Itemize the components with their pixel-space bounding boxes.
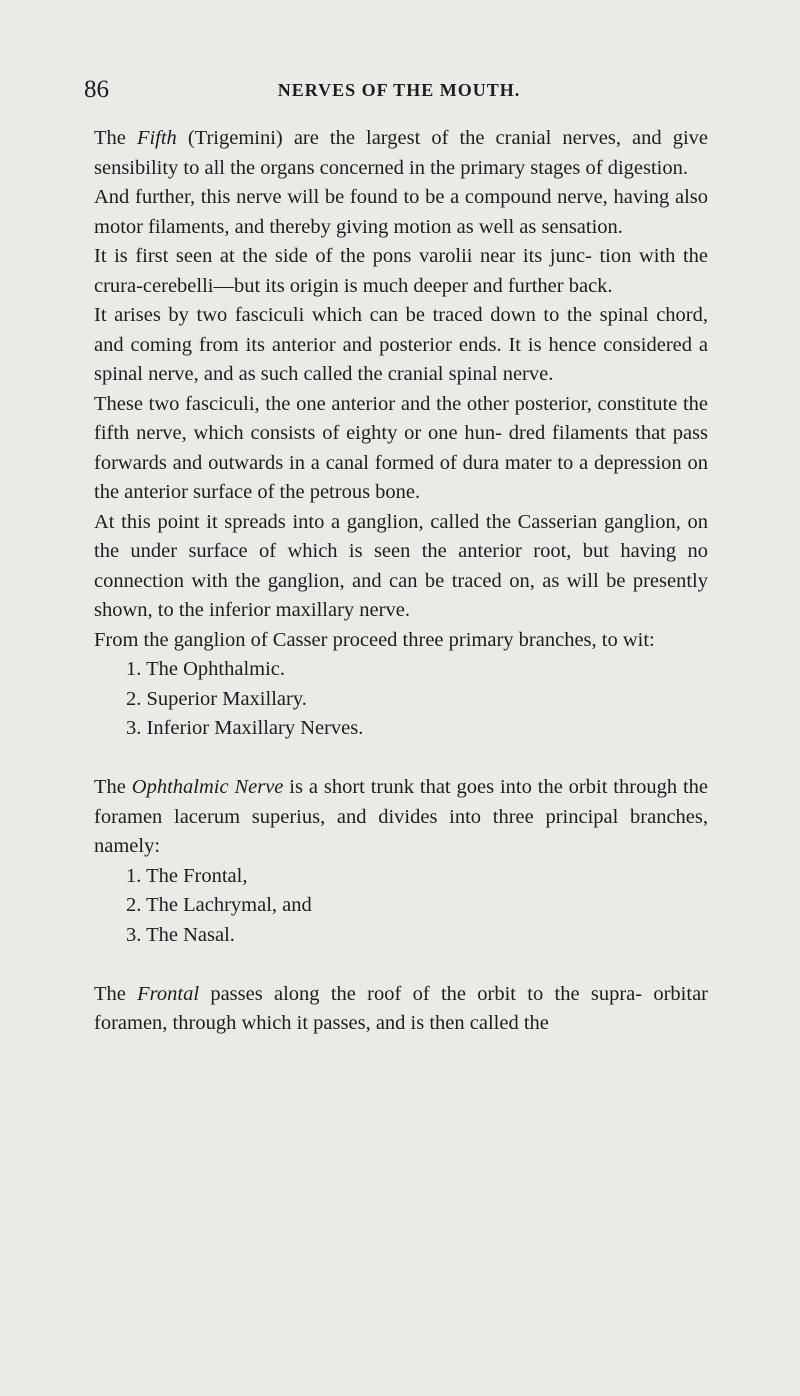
primary-branches-list xyxy=(94,655,708,744)
page-number: 86 xyxy=(84,76,109,103)
paragraph-first-seen: It is first seen at the side of the pons varolii near its junc- tion with the crura-cerebelli—but its origin is much deeper and further back. xyxy=(94,245,708,297)
emphasis-frontal: Frontal xyxy=(137,982,200,1005)
list-item: 3. Inferior Maxillary Nerves. xyxy=(126,717,364,739)
paragraph-frontal: The Frontal passes along the roof of the orbit to the supra- orbitar foramen, through which it passes, and is then called the xyxy=(94,982,708,1034)
paragraph-branches: From the ganglion of Casser proceed three primary branches, to wit: xyxy=(94,628,655,651)
list-item: 1. The Ophthalmic. xyxy=(126,658,286,680)
paragraph-fifth-nerve: The Fifth (Trigemini) are the largest of the cranial nerves, and give sensibility to all the organs concerned in the primary stages of digestion. xyxy=(94,127,708,179)
list-item: 2. Superior Maxillary. xyxy=(126,687,307,710)
page-header xyxy=(84,76,714,110)
list-item: 1. The Frontal, xyxy=(126,864,248,887)
body-text xyxy=(94,124,708,1039)
paragraph-two-fasciculi: These two fasciculi, the one anterior and the other posterior, constitute the fifth nerve, which consists of eighty or one hun- dred filaments that pass forwards and outwards in a canal formed of dura mater to a depression on the anterior surface of the petrous bone. xyxy=(94,392,708,503)
list-item: 2. The Lachrymal, and xyxy=(126,894,312,916)
paragraph-ophthalmic: The Ophthalmic Nerve is a short trunk that goes into the orbit through the foramen lacerum superius, and divides into three principal branches, namely: xyxy=(94,776,708,857)
paragraph-fasciculi: It arises by two fasciculi which can be traced down to the spinal chord, and coming from its anterior and posterior ends. It is hence considered a spinal nerve, and as such called the cranial spinal nerve. xyxy=(94,304,708,385)
list-item: 3. The Nasal. xyxy=(126,923,235,946)
running-title: NERVES OF THE MOUTH. xyxy=(277,80,521,100)
ophthalmic-branches-list xyxy=(94,862,708,951)
paragraph-ganglion: At this point it spreads into a ganglion, called the Casserian ganglion, on the under surface of which is seen the anterior root, but having no connection with the ganglion, and can be traced on, as will be presently shown, to the inferior maxillary nerve. xyxy=(94,510,708,621)
emphasis-ophthalmic: Ophthalmic Nerve xyxy=(131,776,284,798)
emphasis-fifth: Fifth xyxy=(136,127,177,149)
paragraph-compound-nerve: And further, this nerve will be found to be a compound nerve, having also motor filaments, and thereby giving motion as well as sensation. xyxy=(94,186,708,238)
